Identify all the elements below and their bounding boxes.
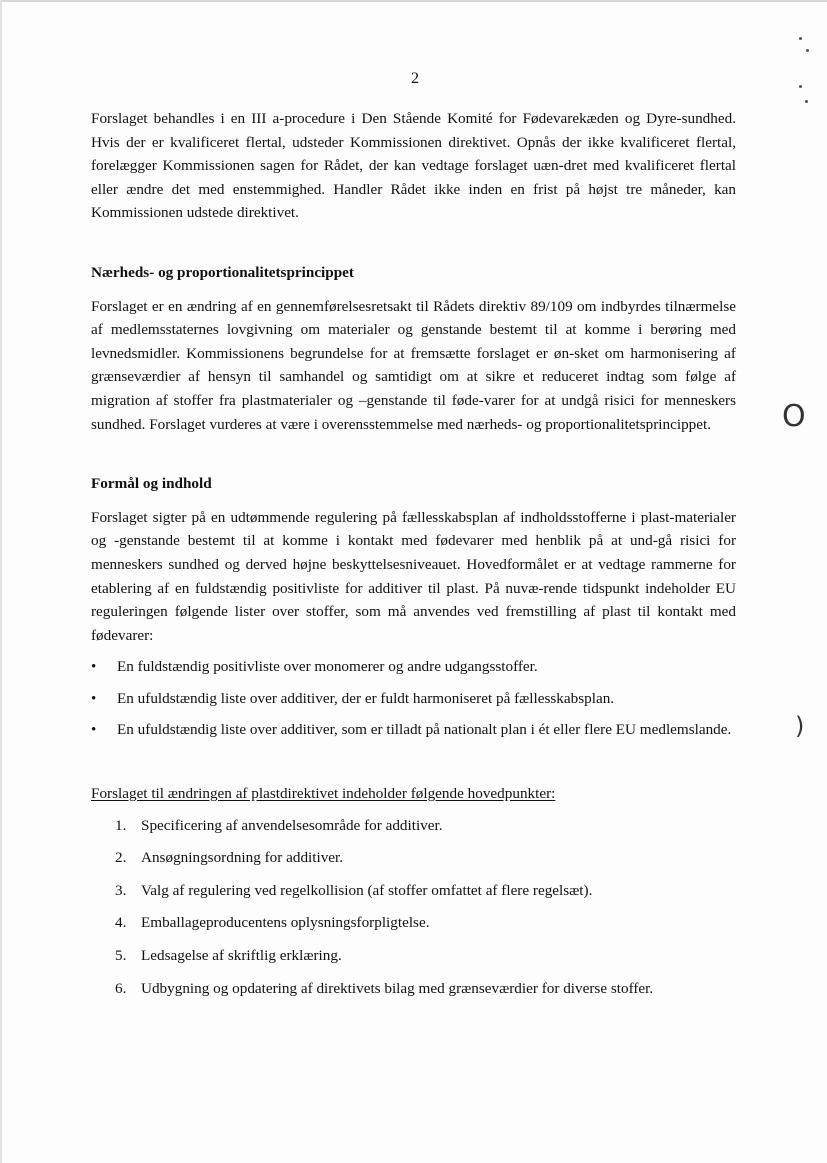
scan-speck (799, 85, 802, 88)
list-item-number: 5. (115, 947, 127, 965)
main-points-list (91, 814, 736, 1001)
list-item-text: Ansøgningsordning for additiver. (141, 849, 344, 867)
list-item (91, 655, 736, 679)
purpose-paragraph: Forslaget sigter på en udtømmende regulering på fællesskabsplan af indholdsstofferne i plast-materialer og -genstande bestemt til at komme i kontakt med fødevarer med henblik på at und-gå risici for menneskers sundhed og derved højne beskyttelsesniveauet. Hovedformålet er at vedtage rammerne for etablering af en fuldstændig positivliste for additiver til plast. På nuvæ-rende tidspunkt indeholder EU reguleringen følgende lister over stoffer, som må anvendes ved fremstilling af plast til kontakt med fødevarer: (91, 508, 736, 644)
scan-edge-top (0, 0, 827, 2)
subsidiarity-paragraph: Forslaget er en ændring af en gennemførelsesretsakt til Rådets direktiv 89/109 om indbyrdes tilnærmelse af medlemsstaternes lovgivning om materialer og genstande bestemt til at komme i berøring med levnedsmidler. Kommissionens begrundelse for at fremsætte forslaget er øn-sket om harmonisering af grænseværdier af hensyn til samhandel og samtidigt om at sikre et reduceret indtag som følge af migration af stoffer fra plastmaterialer og –genstande til føde-varer for at undgå risici for menneskers sundhed. Forslaget vurderes at være i overensstemmelse med nærheds- og proportionalitetsprincippet. (91, 297, 736, 433)
substance-list (91, 655, 736, 742)
section-heading-purpose: Formål og indhold (91, 475, 212, 493)
list-item-text: Udbygning og opdatering af direktivets bilag med grænseværdier for diverse stoffer. (141, 979, 654, 997)
page-number: 2 (411, 70, 419, 87)
list-item-number: 4. (115, 914, 127, 932)
list-item (91, 944, 736, 968)
scan-speck (805, 100, 808, 103)
list-item-number: 6. (115, 979, 127, 997)
list-item (91, 911, 736, 935)
bullet-icon: • (91, 658, 97, 676)
list-item-text: En ufuldstændig liste over additiver, der er fuldt harmoniseret på fællesskabsplan. (117, 689, 615, 707)
scan-speck (806, 49, 809, 52)
list-item-text: Specificering af anvendelsesområde for additiver. (141, 816, 443, 834)
list-item-text: En ufuldstændig liste over additiver, som er tilladt på nationalt plan i ét eller flere EU medlemslande. (117, 721, 732, 739)
bullet-icon: • (91, 721, 97, 739)
list-item-number: 2. (115, 849, 127, 867)
list-item (91, 814, 736, 838)
section-heading-subsidiarity: Nærheds- og proportionalitetsprincippet (91, 263, 354, 281)
list-item-text: En fuldstændig positivliste over monomerer og andre udgangsstoffer. (117, 658, 538, 676)
list-item (91, 846, 736, 870)
list-item (91, 687, 736, 711)
list-item (91, 718, 736, 742)
scan-edge-left (0, 0, 2, 1163)
scan-speck (799, 37, 802, 40)
bullet-icon: • (91, 689, 97, 707)
list-item-text: Ledsagelse af skriftlig erklæring. (141, 947, 342, 965)
list-item-text: Valg af regulering ved regelkollision (af stoffer omfattet af flere regelsæt). (141, 881, 593, 899)
document-body (91, 107, 736, 1009)
hole-punch-mark-lower: ) (795, 712, 805, 740)
hole-punch-mark-upper: O (782, 399, 806, 434)
main-points-heading: Forslaget til ændringen af plastdirektivet indeholder følgende hovedpunkter: (91, 785, 556, 803)
list-item (91, 977, 736, 1001)
list-item-text: Emballageproducentens oplysningsforpligtelse. (141, 914, 430, 932)
list-item-number: 3. (115, 881, 127, 899)
intro-paragraph: Forslaget behandles i en III a-procedure i Den Stående Komité for Fødevarekæden og Dyre-sundhed. Hvis der er kvalificeret flertal, udsteder Kommissionen direktivet. Opnås der ikke kvalificeret flertal, forelægger Kommissionen sagen for Rådet, der kan vedtage forslaget uæn-dret med kvalificeret flertal eller ændre det med enstemmighed. Handler Rådet ikke inden en frist på højst tre måneder, kan Kommissionen udstede direktivet. (91, 110, 736, 222)
list-item-number: 1. (115, 816, 127, 834)
list-item (91, 879, 736, 903)
